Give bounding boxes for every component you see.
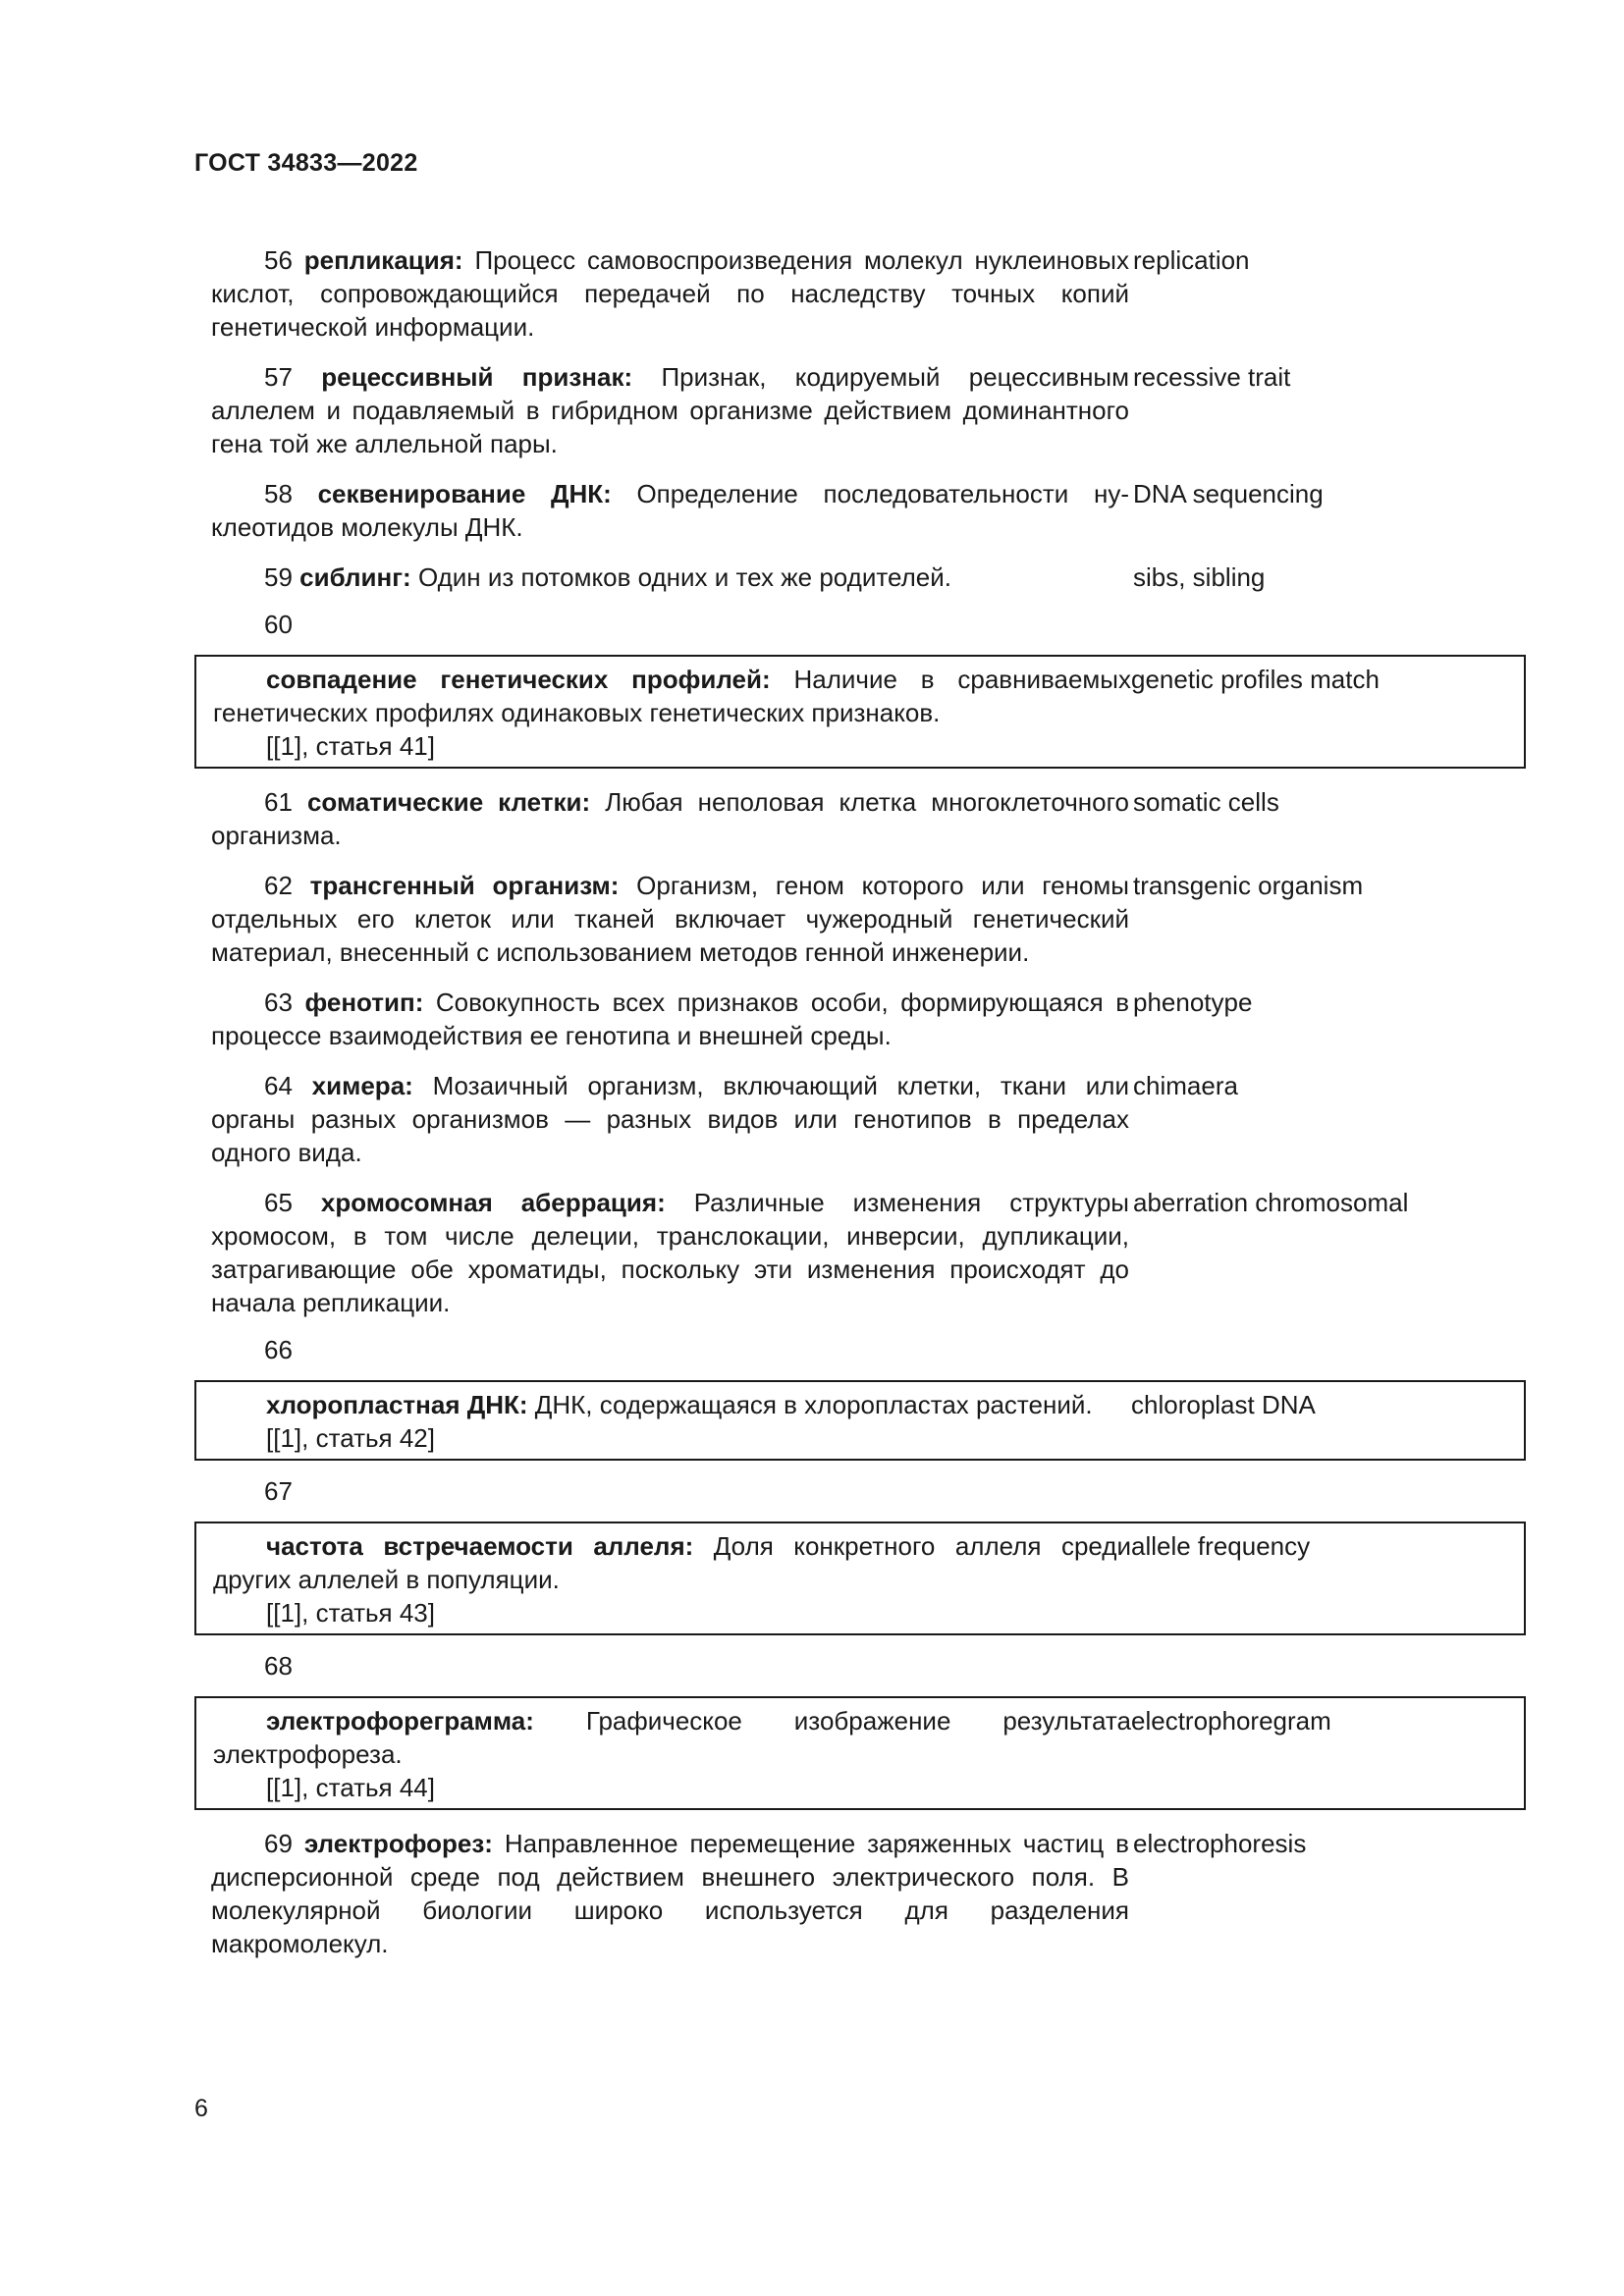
- term-definition: Совокупность всех признаков особи, формирующаяся в процессе взаимодействия ее генотипа и внешней среды.: [211, 988, 1130, 1050]
- term-number: 63: [264, 988, 293, 1017]
- term-english: sibs, sibling: [1133, 562, 1266, 592]
- term-title: репликация:: [303, 245, 463, 275]
- term-entry-63: [194, 986, 1526, 1052]
- page-number: 6: [194, 2095, 208, 2122]
- term-definition: Мозаичный организм, включающий клетки, ткани или органы разных организмов — разных видов или генотипов в пределах одного вида.: [211, 1071, 1129, 1167]
- term-title: фенотип:: [304, 988, 424, 1017]
- term-entry-59: [194, 561, 1526, 594]
- term-english: chimaera: [1133, 1071, 1238, 1100]
- term-definition: Признак, кодируемый рецессивным аллелем и подавляемый в гибридном организме действием доминантного гена той же аллельной пары.: [211, 362, 1129, 458]
- term-number: 68: [264, 1651, 293, 1681]
- term-entry-56: [194, 243, 1526, 344]
- term-english: genetic profiles match: [1131, 665, 1380, 694]
- term-title: хромосомная аберрация:: [320, 1188, 666, 1217]
- term-definition: Определение последовательности нуклеотидов молекулы ДНК.: [211, 479, 1129, 542]
- term-definition: Один из потомков одних и тех же родителей.: [417, 562, 951, 592]
- term-number: 62: [264, 871, 293, 900]
- term-title: соматические клетки:: [306, 787, 591, 817]
- term-entry-64: [194, 1069, 1526, 1169]
- term-source: [[1], статья 44]: [266, 1773, 435, 1802]
- term-title: химера:: [311, 1071, 413, 1100]
- term-english: transgenic organism: [1133, 871, 1364, 900]
- term-source: [[1], статья 42]: [266, 1423, 435, 1453]
- term-title: рецессивный признак:: [321, 362, 633, 392]
- term-english: somatic cells: [1133, 787, 1279, 817]
- term-number: 56: [264, 245, 293, 275]
- term-english: chloroplast DNA: [1131, 1390, 1316, 1419]
- term-entry-67-boxed: [194, 1522, 1526, 1635]
- term-english: recessive trait: [1133, 362, 1291, 392]
- term-title: частота встречаемости аллеля:: [266, 1531, 694, 1561]
- term-title: сиблинг:: [299, 562, 411, 592]
- term-english: DNA sequencing: [1133, 479, 1324, 508]
- term-english: allele frequency: [1131, 1531, 1311, 1561]
- term-definition: ДНК, содержащаяся в хлоропластах растений.: [534, 1390, 1093, 1419]
- term-number: 57: [264, 362, 293, 392]
- term-english: electrophoresis: [1133, 1829, 1307, 1858]
- term-source: [[1], статья 41]: [266, 731, 435, 761]
- term-definition: Любая неполовая клетка многоклеточного организма.: [211, 787, 1129, 850]
- term-number: 60: [264, 610, 293, 639]
- term-title: хлоропластная ДНК:: [266, 1390, 528, 1419]
- term-entry-61: [194, 785, 1526, 852]
- term-definition: Графическое изображение результата электрофореза.: [213, 1706, 1131, 1769]
- term-english: aberration chromosomal: [1133, 1188, 1409, 1217]
- term-english: electrophoregram: [1131, 1706, 1331, 1735]
- term-definition: Направленное перемещение заряженных частиц в дисперсионной среде под действием внешнего электрического поля. В молекулярной биологии широко используется для разделения макромолекул.: [211, 1829, 1129, 1958]
- terms-list: [194, 243, 1526, 1977]
- term-number: 58: [264, 479, 293, 508]
- term-title: секвенирование ДНК:: [317, 479, 612, 508]
- term-source: [[1], статья 43]: [266, 1598, 435, 1628]
- term-entry-58: [194, 477, 1526, 544]
- term-english: phenotype: [1133, 988, 1253, 1017]
- term-number: 65: [264, 1188, 293, 1217]
- term-entry-62: [194, 869, 1526, 969]
- term-definition: Наличие в сравниваемых генетических профилях одинаковых генетических признаков.: [213, 665, 1131, 727]
- term-entry-69: [194, 1827, 1526, 1960]
- term-number: 66: [264, 1335, 293, 1364]
- term-title: трансгенный организм:: [309, 871, 620, 900]
- term-definition: Процесс самовоспроизведения молекул нуклеиновых кислот, сопровождающийся передачей по наследству точных копий генетической информации.: [211, 245, 1129, 342]
- term-entry-68-boxed: [194, 1696, 1526, 1810]
- term-number: 67: [264, 1476, 293, 1506]
- term-title: электрофореграмма:: [266, 1706, 534, 1735]
- term-definition: Различные изменения структуры хромосом, в том числе делеции, транслокации, инверсии, дупликации, затрагивающие обе хроматиды, поскольку эти изменения происходят до начала репликации.: [211, 1188, 1129, 1317]
- term-number: 64: [264, 1071, 293, 1100]
- document-header: ГОСТ 34833—2022: [194, 149, 418, 177]
- term-number: 59: [264, 562, 293, 592]
- term-entry-66-boxed: [194, 1380, 1526, 1461]
- term-entry-65: [194, 1186, 1526, 1319]
- term-definition: Доля конкретного аллеля среди других аллелей в популяции.: [213, 1531, 1131, 1594]
- term-title: электрофорез:: [303, 1829, 493, 1858]
- term-number: 69: [264, 1829, 293, 1858]
- term-title: совпадение генетических профилей:: [266, 665, 771, 694]
- term-entry-60-boxed: [194, 655, 1526, 769]
- term-english: replication: [1133, 245, 1250, 275]
- term-definition: Организм, геном которого или геномы отдельных его клеток или тканей включает чужеродный генетический материал, внесенный с использованием методов генной инженерии.: [211, 871, 1129, 967]
- term-number: 61: [264, 787, 293, 817]
- term-entry-57: [194, 360, 1526, 460]
